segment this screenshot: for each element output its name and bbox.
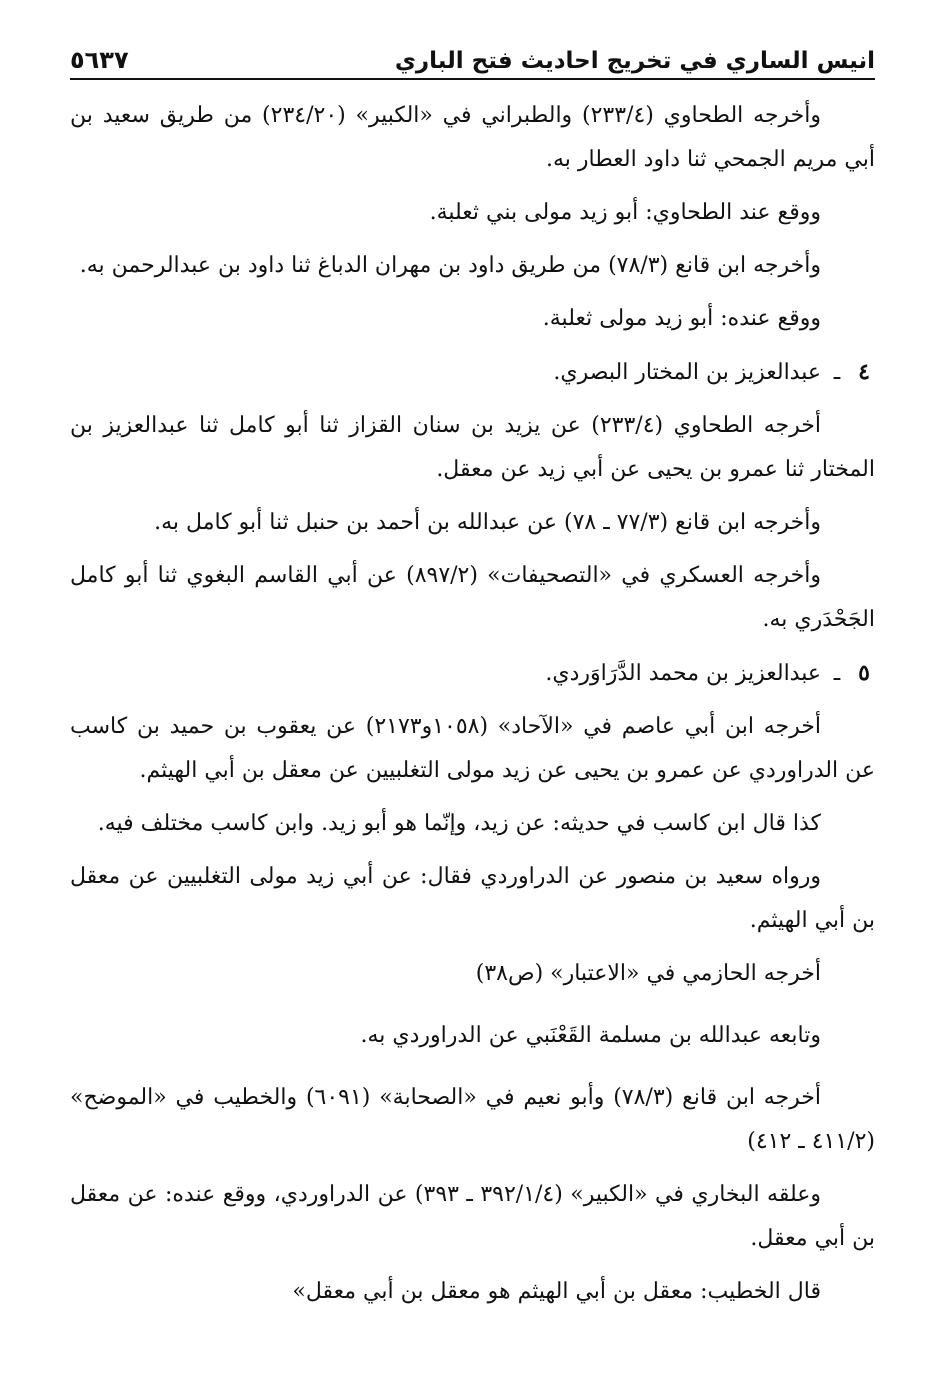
- page-header: [70, 28, 875, 80]
- paragraph: وتابعه عبدالله بن مسلمة القَعْنَبي عن الدراوردي به.: [360, 1023, 821, 1048]
- narrator-heading: [70, 350, 875, 395]
- paragraph: ووقع عند الطحاوي: أبو زيد مولى بني ثعلبة.: [429, 200, 821, 225]
- paragraph: وأخرجه ابن قانع (٧٧/٣ ـ ٧٨) عن عبدالله بن أحمد بن حنبل ثنا أبو كامل به.: [154, 510, 821, 535]
- paragraph: أخرجه ابن أبي عاصم في «الآحاد» (١٠٥٨و٢١٧٣) عن يعقوب بن حميد بن كاسب عن الدراوردي عن عمرو بن يحيى عن زيد مولى التغلبيين عن معقل بن أبي الهيثم.: [70, 714, 875, 783]
- item-title: عبدالعزيز بن المختار البصري.: [553, 360, 821, 385]
- page-number: ٥٦٣٧: [70, 46, 129, 74]
- paragraph: أخرجه ابن قانع (٧٨/٣) وأبو نعيم في «الصحابة» (٦٠٩١) والخطيب في «الموضح» (٤١١/٢ ـ ٤١٢): [70, 1085, 875, 1154]
- paragraph: وأخرجه ابن قانع (٧٨/٣) من طريق داود بن مهران الدباغ ثنا داود بن عبدالرحمن به.: [79, 253, 821, 278]
- item-title: عبدالعزيز بن محمد الدَّرَاوَردي.: [545, 661, 821, 686]
- page-body: [70, 94, 875, 1323]
- item-number: ٥: [858, 660, 870, 686]
- narrator-heading: [70, 651, 875, 696]
- running-title: انيس الساري في تخريج احاديث فتح الباري: [394, 48, 875, 74]
- paragraph: ووقع عنده: أبو زيد مولى ثعلبة.: [542, 306, 821, 331]
- item-number: ٤: [858, 359, 870, 385]
- paragraph: وعلقه البخاري في «الكبير» (٣٩٢/١/٤ ـ ٣٩٣) عن الدراوردي، ووقع عنده: عن معقل بن أبي معقل.: [70, 1182, 875, 1251]
- item-dash: ـ: [833, 661, 841, 686]
- paragraph: أخرجه الحازمي في «الاعتبار» (ص٣٨): [475, 961, 821, 986]
- paragraph: وأخرجه العسكري في «التصحيفات» (٨٩٧/٢) عن أبي القاسم البغوي ثنا أبو كامل الجَحْدَري به.: [70, 563, 875, 632]
- paragraph: أخرجه الطحاوي (٢٣٣/٤) عن يزيد بن سنان القزاز ثنا أبو كامل ثنا عبدالعزيز بن المختار ثنا عمرو بن يحيى عن أبي زيد عن معقل.: [70, 413, 875, 482]
- paragraph: وأخرجه الطحاوي (٢٣٣/٤) والطبراني في «الكبير» (٢٣٤/٢٠) من طريق سعيد بن أبي مريم الجمحي ثنا داود العطار به.: [70, 103, 875, 172]
- paragraph: كذا قال ابن كاسب في حديثه: عن زيد، وإنّما هو أبو زيد. وابن كاسب مختلف فيه.: [97, 811, 821, 836]
- paragraph: قال الخطيب: معقل بن أبي الهيثم هو معقل بن أبي معقل»: [292, 1279, 821, 1304]
- paragraph: ورواه سعيد بن منصور عن الدراوردي فقال: عن أبي زيد مولى التغلبيين عن معقل بن أبي الهيثم.: [70, 864, 875, 933]
- item-dash: ـ: [833, 360, 841, 385]
